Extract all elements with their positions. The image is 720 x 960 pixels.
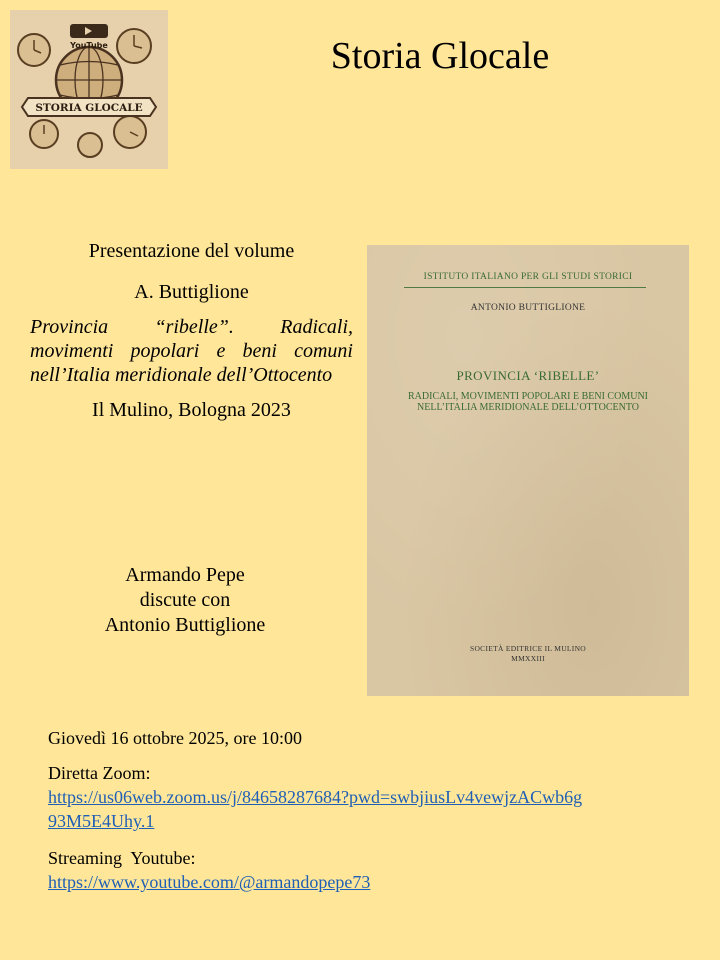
- cover-publisher: SOCIETÀ EDITRICE IL MULINO: [469, 644, 587, 653]
- speaker-author-name: Antonio Buttiglione: [104, 614, 266, 636]
- book-cover-image: [367, 245, 689, 696]
- cover-institute: ISTITUTO ITALIANO PER GLI STUDI STORICI: [423, 272, 633, 282]
- youtube-label: Streaming Youtube:: [48, 848, 196, 868]
- event-date: Giovedì 16 ottobre 2025, ore 10:00: [48, 728, 302, 748]
- zoom-link-line[interactable]: https://us06web.zoom.us/j/84658287684?pwd=swbjiusLv4vewjzACwb6g: [48, 787, 583, 807]
- book-title: Provincia “ribelle”. Radicali, movimenti popolari e beni comuni nell’Italia meridionale dell’Ottocento: [30, 316, 353, 386]
- speaker-name: Armando Pepe: [125, 564, 245, 586]
- speaker-connector: discute con: [139, 589, 231, 611]
- cover-divider: [404, 287, 646, 288]
- youtube-link[interactable]: https://www.youtube.com/@armandopepe73: [48, 872, 371, 892]
- cover-year: MMXXIII: [511, 654, 545, 663]
- storia-glocale-logo: [10, 10, 168, 169]
- book-author: A. Buttiglione: [134, 281, 249, 303]
- cover-subtitle-line: NELL’ITALIA MERIDIONALE DELL’OTTOCENTO: [417, 402, 639, 413]
- speakers-block: [40, 563, 330, 638]
- zoom-label: Diretta Zoom:: [48, 763, 151, 783]
- cover-author: ANTONIO BUTTIGLIONE: [470, 303, 586, 313]
- globe-with-clocks-icon: [10, 10, 168, 169]
- zoom-link-line[interactable]: 93M5E4Uhy.1: [48, 811, 155, 831]
- cover-subtitle-line: RADICALI, MOVIMENTI POPOLARI E BENI COMUNI: [408, 391, 648, 402]
- logo-banner-text: STORIA GLOCALE: [35, 102, 143, 114]
- cover-title: PROVINCIA ‘RIBELLE’: [456, 368, 600, 383]
- cover-subtitle: [397, 391, 659, 413]
- logo-youtube-text: YouTube: [70, 41, 108, 50]
- book-publisher: Il Mulino, Bologna 2023: [92, 399, 291, 421]
- zoom-link[interactable]: [48, 785, 683, 833]
- presentation-details: [30, 237, 353, 423]
- intro-label: Presentazione del volume: [88, 240, 295, 262]
- event-info: [48, 726, 688, 894]
- page-title: Storia Glocale: [330, 35, 550, 77]
